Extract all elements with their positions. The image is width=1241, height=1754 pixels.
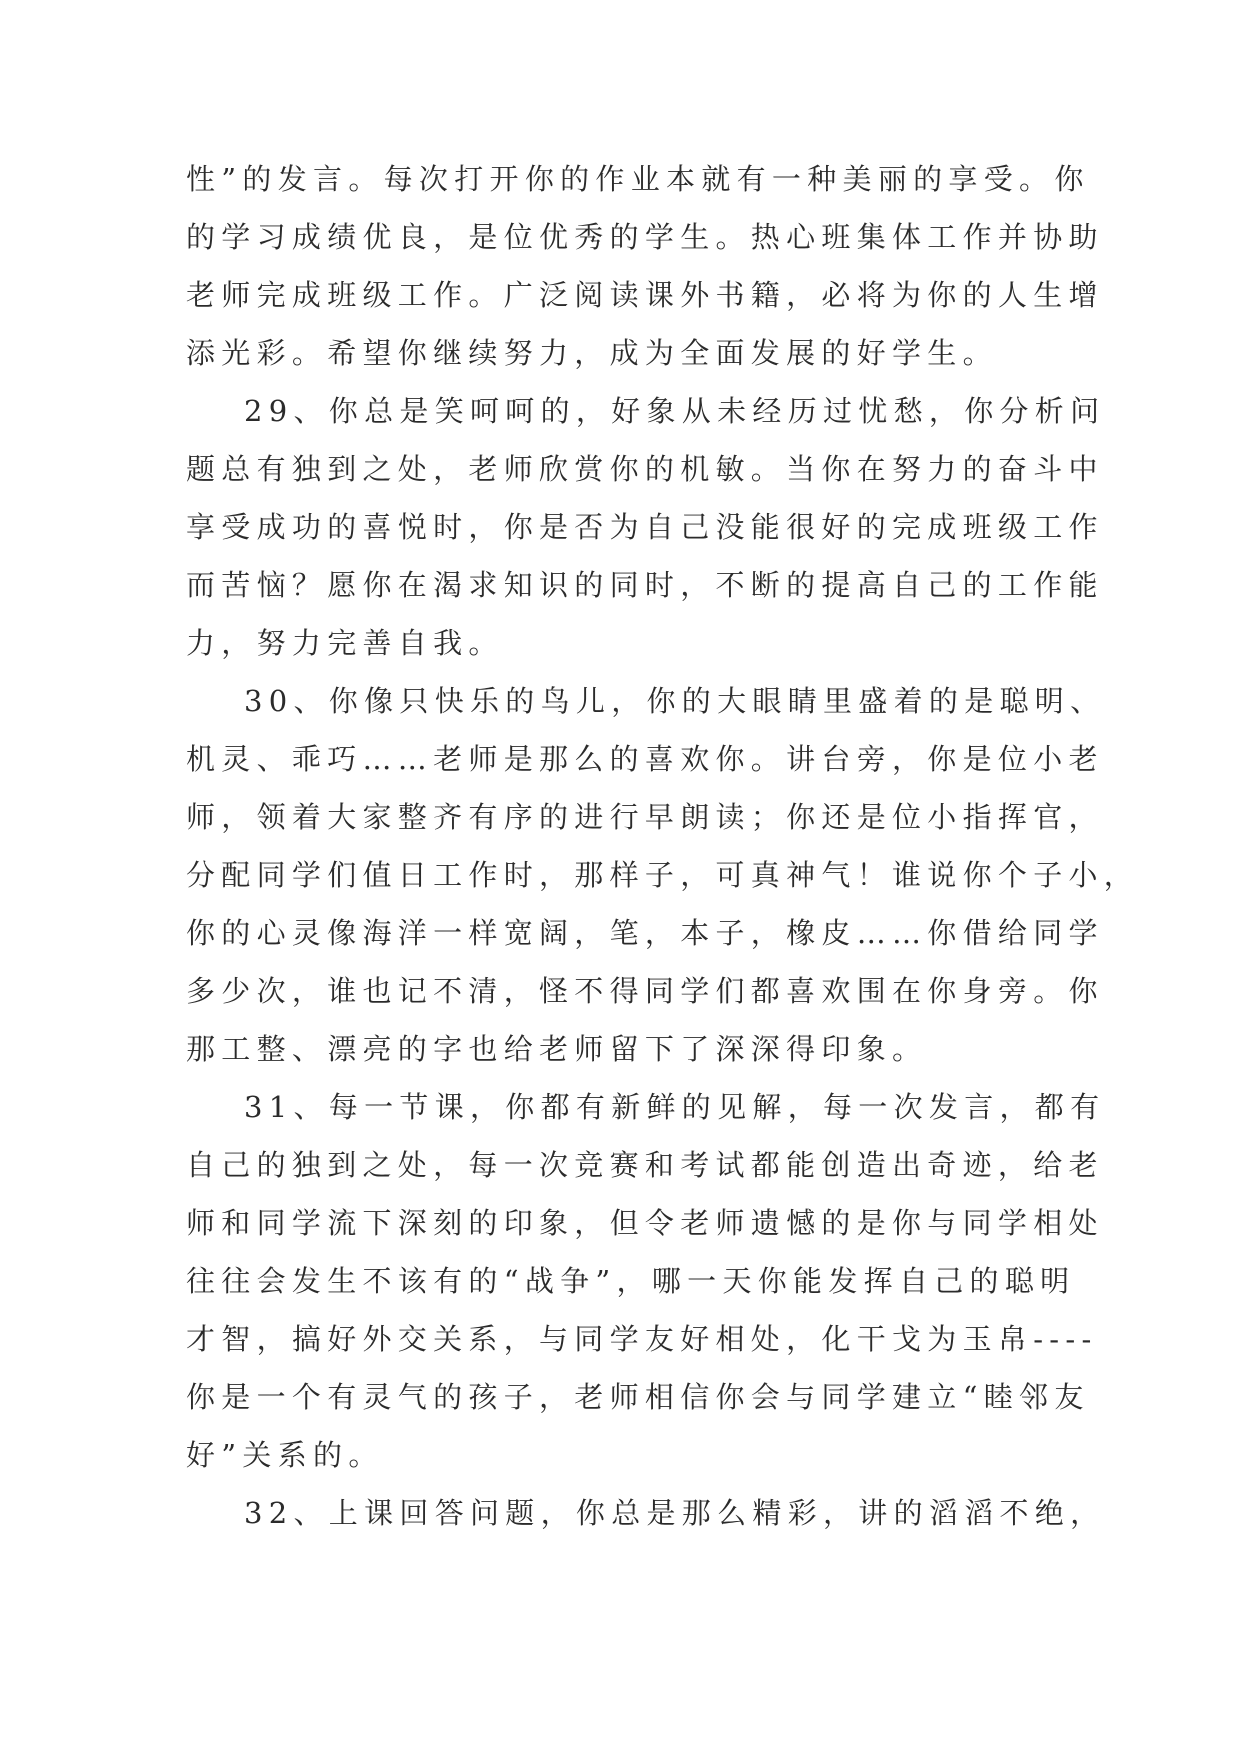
text-line: 往往会发生不该有的“战争”，哪一天你能发挥自己的聪明: [186, 1264, 1076, 1298]
text-line: 性”的发言。每次打开你的作业本就有一种美丽的享受。你: [186, 162, 1090, 196]
text-line: 的学习成绩优良，是位优秀的学生。热心班集体工作并协助: [186, 220, 1104, 254]
text-line: 那工整、漂亮的字也给老师留下了深深得印象。: [186, 1032, 928, 1066]
text-line: 才智，搞好外交关系，与同学友好相处，化干戈为玉帛----: [186, 1322, 1098, 1356]
paragraph-31-start: 31、每一节课，你都有新鲜的见解，每一次发言，都有: [244, 1090, 1106, 1124]
text-line: 师，领着大家整齐有序的进行早朗读；你还是位小指挥官，: [186, 800, 1104, 834]
text-line: 享受成功的喜悦时，你是否为自己没能很好的完成班级工作: [186, 510, 1104, 544]
text-line: 添光彩。希望你继续努力，成为全面发展的好学生。: [186, 336, 998, 370]
text-line: 自己的独到之处，每一次竞赛和考试都能创造出奇迹，给老: [186, 1148, 1104, 1182]
text-line: 你的心灵像海洋一样宽阔，笔，本子，橡皮……你借给同学: [186, 916, 1104, 950]
text-line: 机灵、乖巧……老师是那么的喜欢你。讲台旁，你是位小老: [186, 742, 1104, 776]
paragraph-29-start: 29、你总是笑呵呵的，好象从未经历过忧愁，你分析问: [244, 394, 1106, 428]
text-line: 老师完成班级工作。广泛阅读课外书籍，必将为你的人生增: [186, 278, 1104, 312]
text-line: 力，努力完善自我。: [186, 626, 504, 660]
text-line: 分配同学们值日工作时，那样子，可真神气！谁说你个子小，: [186, 858, 1140, 892]
text-line: 好”关系的。: [186, 1438, 384, 1472]
text-line: 多少次，谁也记不清，怪不得同学们都喜欢围在你身旁。你: [186, 974, 1104, 1008]
text-line: 而苦恼？愿你在渴求知识的同时，不断的提高自己的工作能: [186, 568, 1104, 602]
text-line: 师和同学流下深刻的印象，但令老师遗憾的是你与同学相处: [186, 1206, 1104, 1240]
text-line: 题总有独到之处，老师欣赏你的机敏。当你在努力的奋斗中: [186, 452, 1104, 486]
paragraph-30-start: 30、你像只快乐的鸟儿，你的大眼睛里盛着的是聪明、: [244, 684, 1106, 718]
text-line: 你是一个有灵气的孩子，老师相信你会与同学建立“睦邻友: [186, 1380, 1090, 1414]
paragraph-32-start: 32、上课回答问题，你总是那么精彩，讲的滔滔不绝，: [244, 1496, 1106, 1530]
document-body: [186, 150, 1140, 1542]
